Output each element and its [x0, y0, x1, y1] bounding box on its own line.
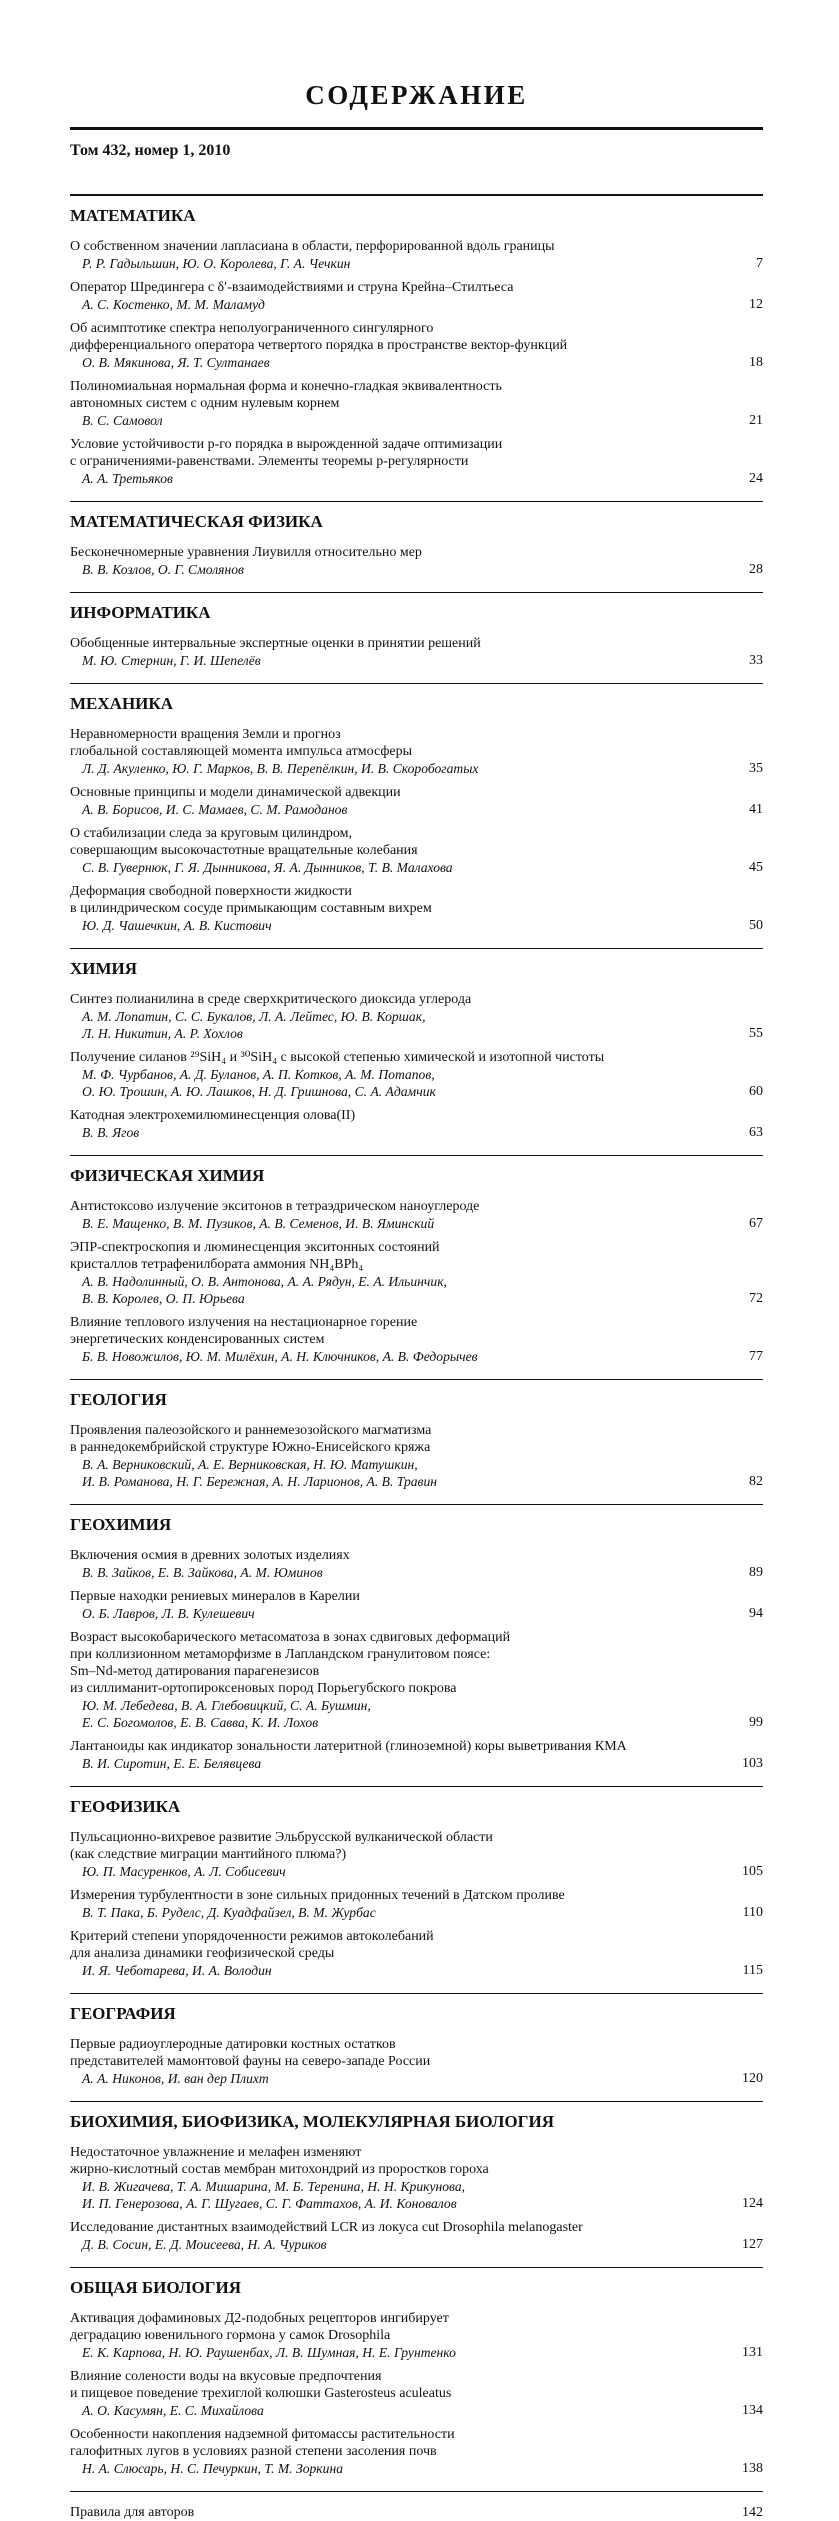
toc-entry[interactable] — [70, 1829, 763, 1880]
entry-title: Включения осмия в древних золотых изделиях — [70, 1548, 350, 1563]
toc-section — [70, 1379, 763, 1490]
entry-title: Катодная электрохемилюминесценция олова(II) — [70, 1108, 356, 1123]
entry-authors: И. Я. Чеботарева, И. А. Володин — [82, 1963, 272, 1978]
entry-authors: И. В. Жигачева, Т. А. Мишарина, М. Б. Теренина, Н. Н. Крикунова, И. П. Генерозова, А. Г. Шугаев, С. Г. Фаттахов, А. И. Коновалов — [82, 2179, 466, 2211]
section-rule — [70, 1786, 763, 1787]
entry-authors: Ю. Д. Чашечкин, А. В. Кистович — [82, 918, 272, 933]
entry-title: Первые находки рениевых минералов в Карелии — [70, 1589, 360, 1604]
entry-page-number: 18 — [749, 355, 763, 370]
entry-page-number: 138 — [742, 2461, 763, 2476]
entry-page-number: 60 — [749, 1084, 763, 1099]
toc-section — [70, 2101, 763, 2253]
entry-authors: С. В. Гувернюк, Г. Я. Дынникова, Я. А. Дынников, Т. В. Малахова — [82, 860, 453, 875]
entry-title: Оператор Шредингера с δ′-взаимодействиями и струна Крейна–Стилтьеса — [70, 280, 514, 295]
entry-authors: А. О. Касумян, Е. С. Михайлова — [82, 2403, 264, 2418]
entry-page-number: 89 — [749, 1565, 763, 1580]
entry-title: Активация дофаминовых Д2-подобных рецепторов ингибирует деградацию ювенильного гормона у самок Drosophila — [70, 2311, 449, 2343]
section-rule — [70, 948, 763, 949]
entry-authors: Д. В. Сосин, Е. Д. Моисеева, Н. А. Чуриков — [82, 2237, 327, 2252]
section-title: ОБЩАЯ БИОЛОГИЯ — [70, 2278, 241, 2297]
entry-authors: Ю. П. Масуренков, А. Л. Собисевич — [82, 1864, 286, 1879]
entry-authors: В. А. Верниковский, А. Е. Верниковская, Н. Ю. Матушкин, И. В. Романова, Н. Г. Бережная, А. Н. Ларионов, А. В. Травин — [82, 1457, 437, 1489]
section-rule — [70, 2267, 763, 2268]
entry-page-number: 33 — [749, 653, 763, 668]
entry-authors: В. Е. Мащенко, В. М. Пузиков, А. В. Семенов, И. В. Яминский — [82, 1216, 435, 1231]
entry-page-number: 115 — [742, 1963, 763, 1978]
entry-title: Основные принципы и модели динамической адвекции — [70, 785, 401, 800]
entry-page-number: 103 — [742, 1756, 763, 1771]
section-rule — [70, 501, 763, 502]
toc-entry[interactable] — [70, 436, 763, 487]
entry-title: Возраст высокобарического метасоматоза в зонах сдвиговых деформаций при коллизионном метаморфизме в Лапландском гранулитовом поясе: Sm–Nd-метод датирования парагенезисов из силлиманит-ортопироксеновых пород Порьегубского покрова — [70, 1630, 511, 1696]
entry-page-number: 67 — [749, 1216, 763, 1231]
entry-title: Недостаточное увлажнение и мелафен изменяют жирно-кислотный состав мембран митохондрий из проростков гороха — [70, 2145, 489, 2177]
toc-entry[interactable] — [70, 1107, 763, 1141]
section-rule — [70, 683, 763, 684]
entry-page-number: 77 — [749, 1349, 763, 1364]
toc-entry[interactable] — [70, 1887, 763, 1921]
entry-authors: В. И. Сиротин, Е. Е. Белявцева — [82, 1756, 262, 1771]
entry-title: Деформация свободной поверхности жидкости в цилиндрическом сосуде примыкающим составным вихрем — [70, 884, 432, 916]
entry-page-number: 12 — [749, 297, 763, 312]
section-rule — [70, 1379, 763, 1380]
toc-section — [70, 948, 763, 1141]
section-rule — [70, 592, 763, 593]
entry-authors: В. С. Самовол — [82, 413, 163, 428]
entry-authors: А. А. Третьяков — [82, 471, 173, 486]
entry-authors: О. В. Мякинова, Я. Т. Султанаев — [82, 355, 270, 370]
entry-title: Проявления палеозойского и раннемезозойского магматизма в раннедокембрийской структуре Южно-Енисейского кряжа — [70, 1423, 432, 1455]
section-title: МАТЕМАТИКА — [70, 206, 196, 225]
entry-title: О собственном значении лапласиана в области, перфорированной вдоль границы — [70, 239, 555, 254]
section-title: ГЕОЛОГИЯ — [70, 1390, 167, 1409]
entry-page-number: 21 — [749, 413, 763, 428]
toc-entry[interactable] — [70, 2426, 763, 2477]
toc-entry[interactable] — [70, 2144, 763, 2212]
entry-authors: В. Т. Пака, Б. Руделс, Д. Куадфайзел, В. М. Журбас — [82, 1905, 376, 1920]
entry-page-number: 45 — [749, 860, 763, 875]
entry-title: О стабилизации следа за круговым цилиндром, совершающим высокочастотные вращательные колебания — [70, 826, 418, 858]
toc-section — [70, 1786, 763, 1979]
toc-entry[interactable] — [70, 2368, 763, 2419]
section-title: ИНФОРМАТИКА — [70, 603, 211, 622]
entry-authors: А. А. Никонов, И. ван дер Плихт — [82, 2071, 269, 2086]
section-title: ГЕОХИМИЯ — [70, 1515, 172, 1534]
entry-title: Бесконечномерные уравнения Лиувилля относительно мер — [70, 545, 422, 560]
entry-authors: Н. А. Слюсарь, Н. С. Печуркин, Т. М. Зоркина — [82, 2461, 343, 2476]
entry-authors: М. Ю. Стернин, Г. И. Шепелёв — [82, 653, 261, 668]
entry-page-number: 94 — [749, 1606, 763, 1621]
entry-page-number: 50 — [749, 918, 763, 933]
section-title: ФИЗИЧЕСКАЯ ХИМИЯ — [70, 1166, 265, 1185]
entry-authors: В. В. Козлов, О. Г. Смолянов — [82, 562, 244, 577]
entry-page-number: 105 — [742, 1864, 763, 1879]
entry-page-number: 72 — [749, 1291, 763, 1306]
toc-entry[interactable] — [70, 1049, 763, 1100]
section-title: МАТЕМАТИЧЕСКАЯ ФИЗИКА — [70, 512, 323, 531]
entry-authors: А. С. Костенко, М. М. Маламуд — [82, 297, 265, 312]
entry-title: Полиномиальная нормальная форма и конечно-гладкая эквивалентность автономных систем с одним нулевым корнем — [70, 379, 502, 411]
entry-title: Получение силанов ²⁹SiH₄ и ³⁰SiH₄ с высокой степенью химической и изотопной чистоты — [70, 1050, 605, 1065]
entry-page-number: 63 — [749, 1125, 763, 1140]
section-title: ХИМИЯ — [70, 959, 138, 978]
entry-page-number: 41 — [749, 802, 763, 817]
footer-page-number: 142 — [742, 2505, 763, 2520]
section-title: МЕХАНИКА — [70, 694, 173, 713]
entry-authors: А. В. Борисов, И. С. Мамаев, С. М. Рамоданов — [82, 802, 348, 817]
entry-page-number: 131 — [742, 2345, 763, 2360]
page-title: СОДЕРЖАНИЕ — [305, 80, 528, 110]
toc-entry[interactable] — [70, 320, 763, 371]
toc-section — [70, 1993, 763, 2087]
entry-title: Неравномерности вращения Земли и прогноз глобальной составляющей момента импульса атмосферы — [70, 727, 413, 759]
section-title: ГЕОФИЗИКА — [70, 1797, 181, 1816]
toc-section — [70, 194, 763, 487]
entry-page-number: 35 — [749, 761, 763, 776]
entry-title: Влияние теплового излучения на нестационарное горение энергетических конденсированных систем — [70, 1315, 418, 1347]
volume-info: Том 432, номер 1, 2010 — [70, 142, 231, 159]
entry-page-number: 134 — [742, 2403, 763, 2418]
section-rule — [70, 2101, 763, 2102]
entry-authors: Ю. М. Лебедева, В. А. Глебовицкий, С. А. Бушмин, Е. С. Богомолов, Е. В. Савва, К. И. Лохов — [82, 1698, 371, 1730]
contents-page — [70, 70, 763, 2521]
toc-entry[interactable] — [70, 1547, 763, 1581]
toc-entry[interactable] — [70, 279, 763, 313]
toc-section — [70, 1155, 763, 1365]
section-title: БИОХИМИЯ, БИОФИЗИКА, МОЛЕКУЛЯРНАЯ БИОЛОГИЯ — [70, 2112, 554, 2131]
entry-page-number: 55 — [749, 1026, 763, 1041]
footer-entry[interactable] — [70, 2504, 763, 2521]
section-rule — [70, 1155, 763, 1156]
entry-title: Влияние солености воды на вкусовые предпочтения и пищевое поведение трехиглой колюшки Gasterosteus aculeatus — [70, 2369, 452, 2401]
entry-authors: В. В. Зайков, Е. В. Зайкова, А. М. Юминов — [82, 1565, 323, 1580]
entry-authors: Р. Р. Гадыльшин, Ю. О. Королева, Г. А. Чечкин — [82, 256, 351, 271]
entry-title: Об асимптотике спектра неполуограниченного сингулярного дифференциального оператора четвертого порядка в пространстве вектор-функций — [70, 321, 568, 353]
toc-entry[interactable] — [70, 1738, 763, 1772]
entry-title: Пульсационно-вихревое развитие Эльбрусской вулканической области (как следствие миграции мантийного плюма?) — [70, 1830, 493, 1862]
toc-entry[interactable] — [70, 238, 763, 272]
toc-section — [70, 501, 763, 578]
entry-title: Особенности накопления надземной фитомассы растительности галофитных лугов в условиях разной степени засоления почв — [70, 2427, 455, 2459]
toc-section — [70, 683, 763, 934]
final-rule — [70, 2491, 763, 2492]
toc-section — [70, 2267, 763, 2477]
toc-entry[interactable] — [70, 991, 763, 1042]
entry-title: Антистоксово излучение экситонов в тетраэдрическом наноуглероде — [70, 1199, 480, 1214]
entry-title: ЭПР-спектроскопия и люминесценция экситонных состояний кристаллов тетрафенилбората аммония NH₄BPh₄ — [70, 1240, 440, 1272]
entry-page-number: 127 — [742, 2237, 763, 2252]
toc-entry[interactable] — [70, 1928, 763, 1979]
entry-authors: Е. К. Карпова, Н. Ю. Раушенбах, Л. В. Шумная, Н. Е. Грунтенко — [82, 2345, 456, 2360]
toc-entry[interactable] — [70, 784, 763, 818]
toc-section — [70, 1504, 763, 1772]
entry-authors: В. В. Ягов — [82, 1125, 140, 1140]
entry-authors: Л. Д. Акуленко, Ю. Г. Марков, В. В. Перепёлкин, И. В. Скоробогатых — [82, 761, 479, 776]
entry-authors: А. В. Надолинный, О. В. Антонова, А. А. Рядун, Е. А. Ильинчик, В. В. Королев, О. П. Юрьева — [82, 1274, 447, 1306]
entry-page-number: 28 — [749, 562, 763, 577]
entry-title: Лантаноиды как индикатор зональности латеритной (глиноземной) коры выветривания КМА — [70, 1739, 627, 1754]
entry-title: Исследование дистантных взаимодействий LCR из локуса cut Drosophila melanogaster — [70, 2220, 583, 2235]
toc-entry[interactable] — [70, 544, 763, 578]
entry-authors: М. Ф. Чурбанов, А. Д. Буланов, А. П. Котков, А. М. Потапов, О. Ю. Трошин, А. Ю. Лашков, Н. Д. Гришнова, С. А. Адамчик — [82, 1067, 436, 1099]
entry-authors: Б. В. Новожилов, Ю. М. Милёхин, А. Н. Ключников, А. В. Федорычев — [82, 1349, 478, 1364]
entry-authors: О. Б. Лавров, Л. В. Кулешевич — [82, 1606, 255, 1621]
entry-title: Синтез полианилина в среде сверхкритического диоксида углерода — [70, 992, 472, 1007]
toc-entry[interactable] — [70, 1422, 763, 1490]
sections-list — [70, 194, 763, 2492]
toc-entry[interactable] — [70, 1198, 763, 1232]
entry-title: Критерий степени упорядоченности режимов автоколебаний для анализа динамики геофизической среды — [70, 1929, 434, 1961]
toc-section — [70, 592, 763, 669]
entry-page-number: 124 — [742, 2196, 763, 2211]
section-rule — [70, 1504, 763, 1505]
toc-entry[interactable] — [70, 1314, 763, 1365]
toc-entry[interactable] — [70, 883, 763, 934]
entry-title: Обобщенные интервальные экспертные оценки в принятии решений — [70, 636, 481, 651]
title-rule — [70, 127, 763, 130]
entry-page-number: 24 — [749, 471, 763, 486]
entry-title: Измерения турбулентности в зоне сильных придонных течений в Датском проливе — [70, 1888, 565, 1903]
toc-entry[interactable] — [70, 1588, 763, 1622]
toc-entry[interactable] — [70, 1239, 763, 1307]
entry-page-number: 120 — [742, 2071, 763, 2086]
footer-title: Правила для авторов — [70, 2505, 195, 2520]
toc-entry[interactable] — [70, 635, 763, 669]
toc-entry[interactable] — [70, 726, 763, 777]
entry-page-number: 7 — [756, 256, 763, 271]
toc-entry[interactable] — [70, 1629, 763, 1731]
entry-page-number: 110 — [742, 1905, 763, 1920]
entry-title: Первые радиоуглеродные датировки костных остатков представителей мамонтовой фауны на северо-западе России — [70, 2037, 431, 2069]
toc-entry[interactable] — [70, 2036, 763, 2087]
section-title: ГЕОГРАФИЯ — [70, 2004, 176, 2023]
entry-page-number: 82 — [749, 1474, 763, 1489]
section-rule — [70, 1993, 763, 1994]
entry-page-number: 99 — [749, 1715, 763, 1730]
toc-entry[interactable] — [70, 825, 763, 876]
toc-entry[interactable] — [70, 2219, 763, 2253]
entry-authors: А. М. Лопатин, С. С. Букалов, Л. А. Лейтес, Ю. В. Коршак, Л. Н. Никитин, А. Р. Хохлов — [82, 1009, 426, 1041]
toc-entry[interactable] — [70, 2310, 763, 2361]
entry-title: Условие устойчивости p-го порядка в вырожденной задаче оптимизации с ограничениями-равенствами. Элементы теоремы p-регулярности — [70, 437, 503, 469]
toc-entry[interactable] — [70, 378, 763, 429]
section-rule — [70, 194, 763, 196]
